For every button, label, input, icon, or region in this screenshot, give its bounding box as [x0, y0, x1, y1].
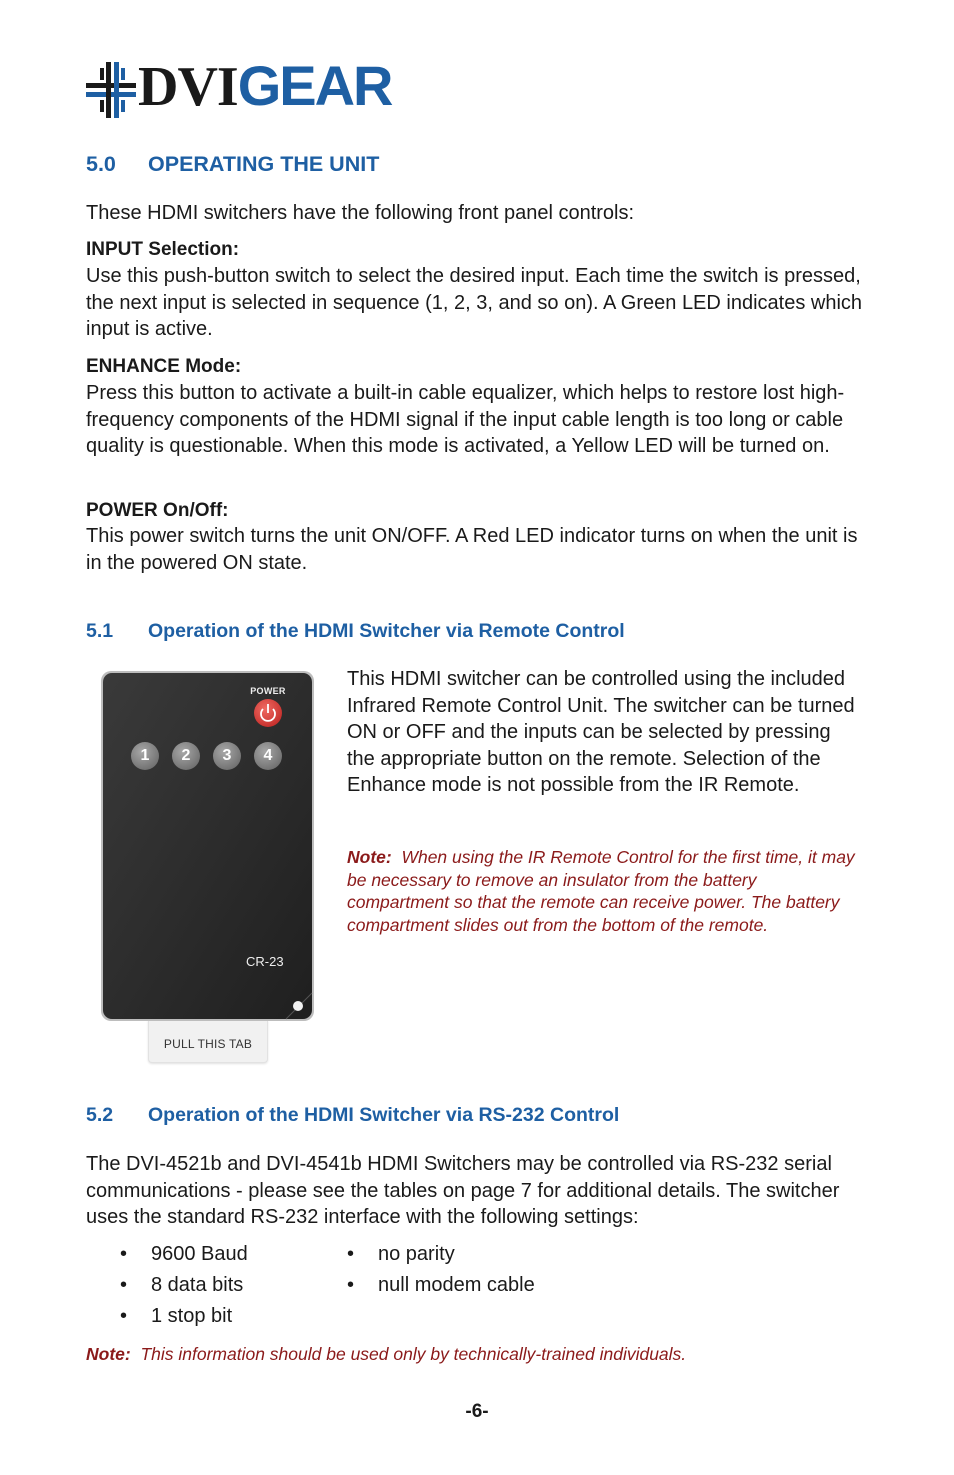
section-5-1-heading [86, 620, 625, 643]
logo-cross-icon [86, 62, 136, 118]
section-title: Operation of the HDMI Switcher via RS-232 Control [148, 1104, 620, 1126]
remote-note [347, 846, 862, 936]
section-5-2-heading [86, 1104, 619, 1127]
note-label: Note: [347, 847, 392, 867]
section-number: 5.2 [86, 1104, 114, 1126]
power-text: This power switch turns the unit ON/OFF. A Red LED indicator turns on when the unit is in the powered ON state. [86, 525, 858, 574]
enhance-mode-text: Press this button to activate a built-in cable equalizer, which helps to restore lost high-frequency components of the HDMI signal if the input cable length is too long or cable quality is questionable. When this mode is activated, a Yellow LED will be turned on. [86, 382, 845, 457]
power-label: POWER On/Off: [86, 500, 229, 521]
power-button-label: POWER [250, 686, 286, 696]
bullet-icon: • [120, 1243, 128, 1265]
ir-remote-image [100, 670, 315, 1022]
settings-item-text: 8 data bits [151, 1274, 244, 1296]
settings-item-text: null modem cable [378, 1274, 535, 1296]
number-button-label-4: 4 [263, 747, 273, 764]
rs232-note [86, 1343, 886, 1366]
settings-item-text: 1 stop bit [151, 1305, 233, 1327]
number-button-label-3: 3 [222, 747, 232, 764]
bullet-icon: • [347, 1243, 355, 1265]
settings-item [347, 1242, 455, 1266]
number-button-label-2: 2 [181, 747, 191, 764]
page-number: -6- [465, 1401, 489, 1422]
enhance-mode-label: ENHANCE Mode: [86, 356, 242, 377]
bullet-icon: • [347, 1274, 355, 1296]
settings-item [120, 1273, 243, 1297]
logo-text-gear: GEAR [237, 54, 392, 117]
note-text: When using the IR Remote Control for the first time, it may be necessary to remove an insulator from the battery compartment so that the remote can receive power. The battery compartment slides out from the bottom of the remote. [347, 847, 855, 935]
pull-tab [148, 1020, 268, 1063]
note-label: Note: [86, 1344, 131, 1364]
input-selection-label: INPUT Selection: [86, 239, 240, 260]
remote-model-label: CR-23 [246, 954, 284, 969]
section-5-1-body: This HDMI switcher can be controlled using the included Infrared Remote Control Unit. The switcher can be turned ON or OFF and the inputs can be selected by pressing the appropriate button on the remote. Selection of the Enhance mode is not possible from the IR Remote. [347, 668, 855, 796]
section-5-2-body: The DVI-4521b and DVI-4541b HDMI Switchers may be controlled via RS-232 serial communications - please see the tables on page 7 for additional details. The switcher uses the standard RS-232 interface with the following settings: [86, 1153, 840, 1228]
section-number: 5.1 [86, 620, 114, 642]
logo-text-dvi: DVI [138, 56, 238, 118]
dvigear-logo [86, 54, 426, 118]
settings-item [347, 1273, 535, 1297]
bullet-icon: • [120, 1274, 128, 1296]
section-title: Operation of the HDMI Switcher via Remote Control [148, 620, 625, 642]
pull-tab-label: PULL THIS TAB [163, 1037, 253, 1051]
note-text: This information should be used only by technically-trained individuals. [140, 1344, 687, 1364]
settings-item [120, 1304, 232, 1328]
remote-body [100, 670, 315, 1022]
settings-item [120, 1242, 248, 1266]
settings-item-text: no parity [378, 1243, 455, 1265]
section-5-0-heading [86, 152, 379, 177]
section-5-0-intro: These HDMI switchers have the following front panel controls: [86, 202, 635, 224]
bullet-icon: • [120, 1305, 128, 1327]
settings-item-text: 9600 Baud [151, 1243, 248, 1265]
ir-led [293, 1001, 303, 1011]
input-selection-text: Use this push-button switch to select the desired input. Each time the switch is pressed, the next input is selected in sequence (1, 2, 3, and so on). A Green LED indicates which input is active. [86, 265, 863, 340]
section-number: 5.0 [86, 152, 116, 176]
section-title: OPERATING THE UNIT [148, 152, 380, 176]
number-button-label-1: 1 [140, 747, 150, 764]
logo-wordmark [138, 56, 391, 117]
